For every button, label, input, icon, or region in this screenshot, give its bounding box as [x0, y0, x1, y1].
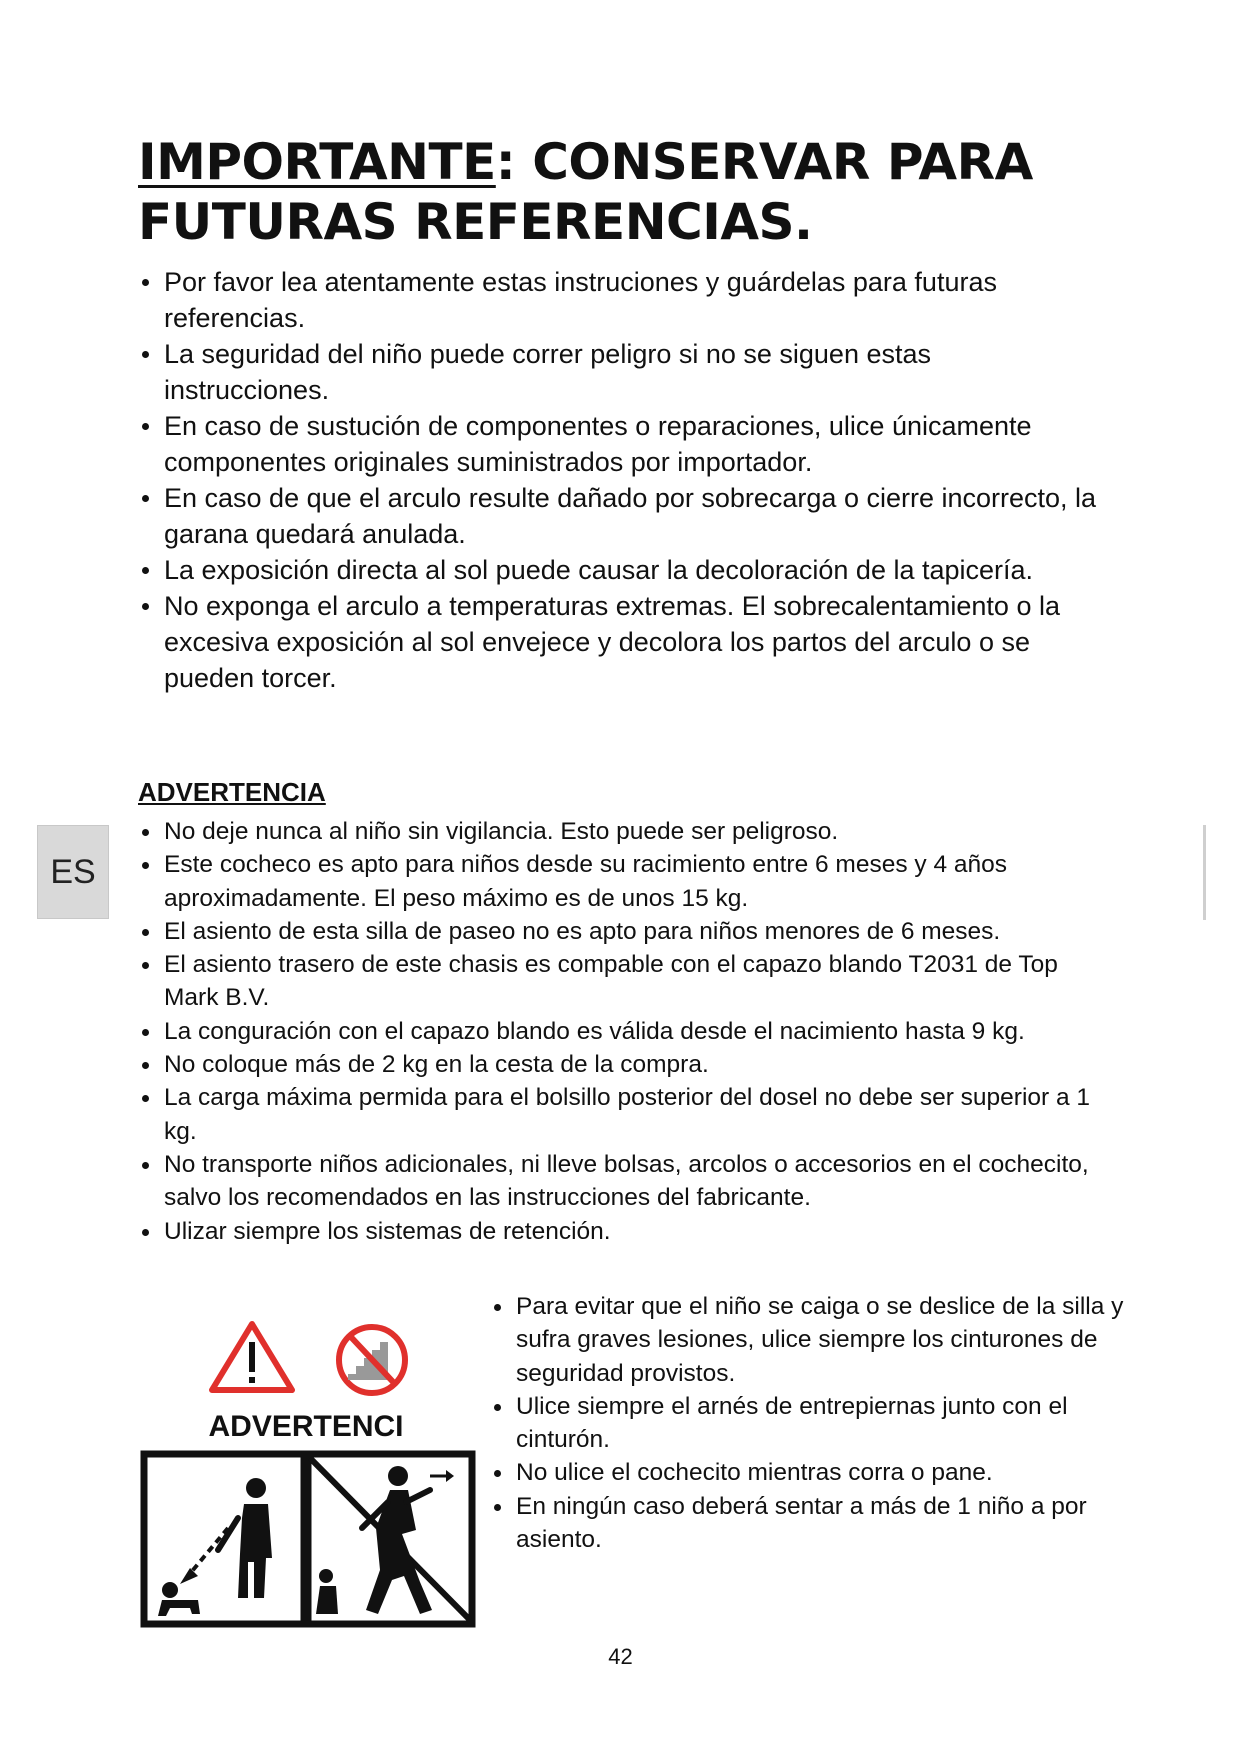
list-item: Ulice siempre el arnés de entrepiernas junto con el cinturón.: [490, 1390, 1130, 1457]
list-item: En caso de que el arculo resulte dañado por sobrecarga o cierre incorrecto, la garana quedará anulada.: [138, 480, 1098, 552]
side-warning-list: [490, 1290, 1130, 1556]
list-item: No transporte niños adicionales, ni lleve bolsas, arcolos o accesorios en el cochecito, salvo los recomendados en las instrucciones del fabricante.: [138, 1148, 1103, 1215]
important-list: [138, 264, 1098, 696]
list-item: La carga máxima permida para el bolsillo posterior del dosel no debe ser superior a 1 kg.: [138, 1081, 1103, 1148]
list-item: En ningún caso deberá sentar a más de 1 niño a por asiento.: [490, 1490, 1130, 1557]
list-item: No coloque más de 2 kg en la cesta de la compra.: [138, 1048, 1103, 1081]
list-item: El asiento de esta silla de paseo no es apto para niños menores de 6 meses.: [138, 915, 1103, 948]
warning-heading: ADVERTENCIA: [138, 777, 326, 807]
list-item: No deje nunca al niño sin vigilancia. Esto puede ser peligroso.: [138, 815, 1103, 848]
warning-triangle-icon: [212, 1324, 292, 1390]
list-item: Este cocheco es apto para niños desde su racimiento entre 6 meses y 4 años aproximadamente. El peso máximo es de unos 15 kg.: [138, 848, 1103, 915]
list-item: La seguridad del niño puede correr peligro si no se siguen estas instrucciones.: [138, 336, 1098, 408]
no-running-icon: [308, 1454, 472, 1624]
title-line2: FUTURAS REFERENCIAS.: [138, 193, 813, 251]
list-item: No exponga el arculo a temperaturas extremas. El sobrecalentamiento o la excesiva exposición al sol envejece y decolora los partos del arculo o se pueden torcer.: [138, 588, 1098, 696]
page-edge-marker: [1203, 825, 1206, 920]
list-item: Por favor lea atentamente estas instruciones y guárdelas para futuras referencias.: [138, 264, 1098, 336]
warning-graphic: [140, 1318, 480, 1630]
list-item: Ulizar siempre los sistemas de retención.: [138, 1215, 1103, 1248]
title-underlined: IMPORTANTE: [138, 133, 496, 191]
no-stairs-icon: [339, 1327, 405, 1393]
page-title: [138, 132, 1118, 252]
list-item: El asiento trasero de este chasis es compable con el capazo blando T2031 de Top Mark B.V.: [138, 948, 1103, 1015]
child-supervision-icon: [144, 1454, 304, 1624]
warning-list: [138, 815, 1103, 1248]
list-item: No ulice el cochecito mientras corra o pane.: [490, 1456, 1130, 1489]
list-item: La exposición directa al sol puede causar la decoloración de la tapicería.: [138, 552, 1098, 588]
page-number: 42: [608, 1644, 633, 1669]
graphic-label: ADVERTENCI: [208, 1410, 404, 1443]
list-item: Para evitar que el niño se caiga o se deslice de la silla y sufra graves lesiones, ulice siempre los cinturones de seguridad provistos.: [490, 1290, 1130, 1390]
list-item: La conguración con el capazo blando es válida desde el nacimiento hasta 9 kg.: [138, 1015, 1103, 1048]
language-tab: ES: [37, 825, 109, 919]
list-item: En caso de sustución de componentes o reparaciones, ulice únicamente componentes originales suministrados por importador.: [138, 408, 1098, 480]
title-rest-line1: : CONSERVAR PARA: [495, 133, 1033, 191]
